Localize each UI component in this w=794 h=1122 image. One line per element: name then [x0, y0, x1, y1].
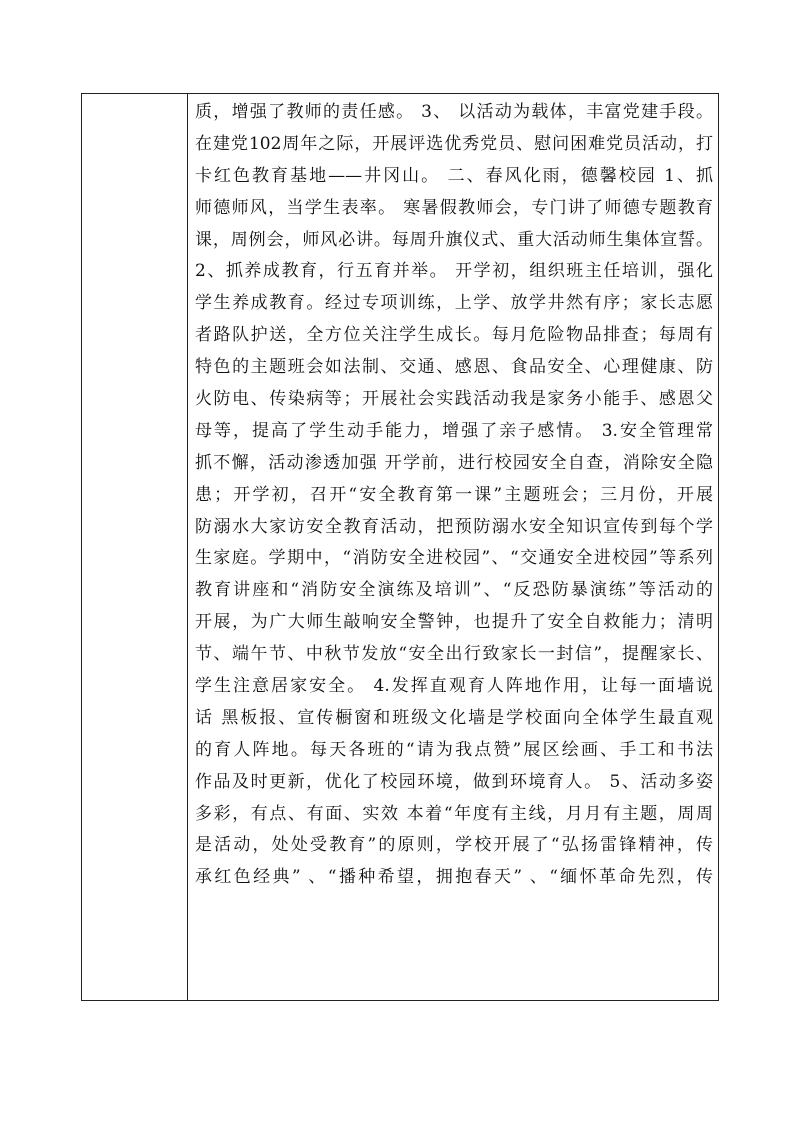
text-line: 特色的主题班会如法制、交通、感恩、食品安全、心理健康、防	[195, 357, 713, 378]
text-line: 作品及时更新，优化了校园环境，做到环境育人。 5、活动多姿	[195, 771, 713, 792]
text-line: 2、抓养成教育，行五育并举。 开学初，组织班主任培训，强化	[195, 261, 713, 282]
text-line: 承红色经典” 、“播种希望，拥抱春天” 、“缅怀革命先烈，传	[195, 867, 713, 888]
text-line: 是活动，处处受教育”的原则，学校开展了“弘扬雷锋精神，传	[195, 835, 713, 856]
text-line: 患；开学初，召开“安全教育第一课”主题班会；三月份，开展	[195, 484, 713, 505]
text-line: 开展，为广大师生敲响安全警钟，也提升了安全自救能力；清明	[195, 612, 713, 633]
content-cell	[195, 97, 713, 894]
text-line: 质，增强了教师的责任感。 3、 以活动为载体，丰富党建手段。	[195, 102, 713, 122]
text-line: 者路队护送，全方位关注学生成长。每月危险物品排查；每周有	[195, 325, 713, 346]
text-line: 抓不懈，活动渗透加强 开学前，进行校园安全自查，消除安全隐	[195, 452, 713, 473]
text-line: 卡红色教育基地——井冈山。 二、春风化雨，德馨校园 1、抓	[195, 165, 713, 186]
text-line: 学生养成教育。经过专项训练，上学、放学井然有序；家长志愿	[195, 293, 713, 314]
text-line: 节、端午节、中秋节发放“安全出行致家长一封信”，提醒家长、	[195, 644, 713, 665]
text-line: 的育人阵地。每天各班的“请为我点赞”展区绘画、手工和书法	[195, 739, 713, 760]
text-line: 教育讲座和“消防安全演练及培训”、“反恐防暴演练”等活动的	[195, 580, 713, 601]
text-line: 师德师风，当学生表率。 寒暑假教师会，专门讲了师德专题教育	[195, 197, 713, 218]
text-line: 课，周例会，师风必讲。每周升旗仪式、重大活动师生集体宣誓。	[195, 229, 713, 250]
text-line: 火防电、传染病等；开展社会实践活动我是家务小能手、感恩父	[195, 389, 713, 410]
text-line: 多彩，有点、有面、实效 本着“年度有主线，月月有主题，周周	[195, 803, 713, 824]
text-line: 母等，提高了学生动手能力，增强了亲子感情。 3.安全管理常	[195, 420, 713, 441]
text-line: 学生注意居家安全。 4.发挥直观育人阵地作用，让每一面墙说	[195, 676, 713, 697]
text-line: 在建党102周年之际，开展评选优秀党员、慰问困难党员活动，打	[195, 133, 713, 154]
text-line: 话 黑板报、宣传橱窗和班级文化墙是学校面向全体学生最直观	[195, 707, 713, 728]
column-divider	[187, 93, 188, 1001]
text-line: 生家庭。学期中，“消防安全进校园”、“交通安全进校园”等系列	[195, 548, 713, 569]
text-line: 防溺水大家访安全教育活动，把预防溺水安全知识宣传到每个学	[195, 516, 713, 537]
